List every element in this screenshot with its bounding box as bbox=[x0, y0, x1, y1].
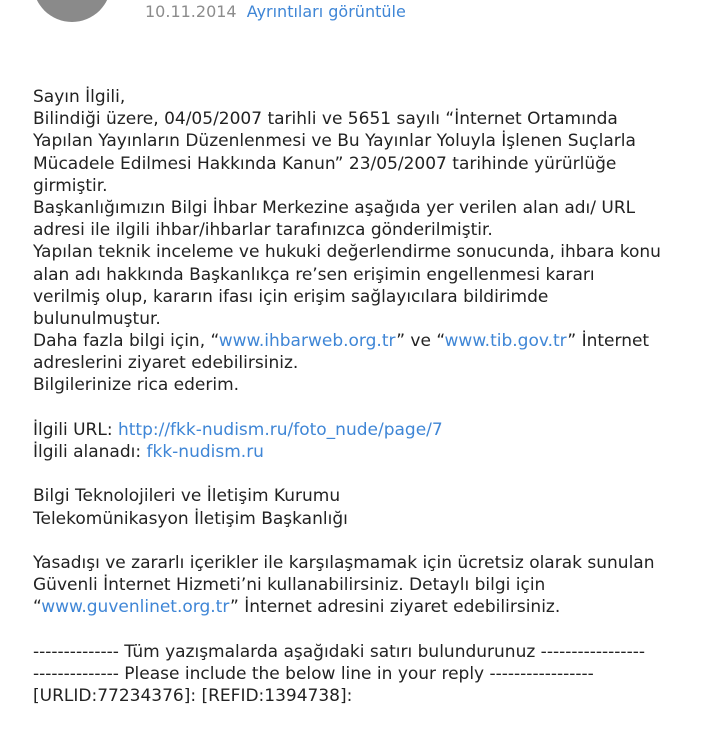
spacer bbox=[33, 619, 703, 641]
closing-text: Bilgilerinize rica ederim. bbox=[33, 375, 240, 396]
paragraph-decision-line: Yapılan teknik inceleme ve hukuki değerlendirme sonucunda, ihbara konu bbox=[33, 242, 661, 263]
message-meta bbox=[145, 1, 406, 23]
related-domain-link[interactable]: fkk-nudism.ru bbox=[146, 442, 264, 462]
signature-line: Telekomünikasyon İletişim Başkanlığı bbox=[33, 508, 348, 529]
paragraph-law-line: Yapılan Yayınların Düzenlenmesi ve Bu Yayınlar Yoluyla İşlenen Suçlarla bbox=[33, 131, 636, 152]
greeting: Sayın İlgili, bbox=[33, 87, 126, 107]
reference-ids: [URLID:77234376]: [REFID:1394738]: bbox=[33, 686, 353, 707]
ihbarweb-link[interactable]: www.ihbarweb.org.tr bbox=[218, 331, 397, 352]
more-info-prefix: Daha fazla bilgi için, “ bbox=[33, 331, 219, 352]
paragraph-law-line: girmiştir. bbox=[33, 175, 108, 196]
paragraph-law-line: Mücadele Edilmesi Hakkında Kanun” 23/05/2007 tarihinde yürürlüğe bbox=[33, 153, 617, 174]
footer-line-en: -------------- Please include the below line in your reply ----------------- bbox=[33, 663, 594, 684]
message-date: 10.11.2014 bbox=[145, 2, 237, 21]
paragraph-decision-line: bulunulmuştur. bbox=[33, 308, 161, 329]
more-info-suffix: ” İnternet bbox=[567, 331, 650, 352]
guvenlinet-link[interactable]: www.guvenlinet.org.tr bbox=[41, 597, 231, 618]
signature-line: Bilgi Teknolojileri ve İletişim Kurumu bbox=[33, 486, 341, 507]
safe-internet-suffix: ” İnternet adresini ziyaret edebilirsiniz. bbox=[230, 597, 561, 618]
sender-avatar[interactable] bbox=[33, 0, 111, 22]
more-info-line bbox=[33, 330, 703, 352]
view-details-link[interactable]: Ayrıntıları görüntüle bbox=[246, 2, 406, 21]
safe-internet-line: Güvenli İnternet Hizmeti’ni kullanabilirsiniz. Detaylı bilgi için bbox=[33, 575, 546, 596]
related-url-link[interactable]: http://fkk-nudism.ru/foto_nude/page/7 bbox=[117, 419, 443, 440]
footer-line-tr: -------------- Tüm yazışmalarda aşağıdaki satırı bulundurunuz ----------------- bbox=[33, 641, 645, 662]
related-url-label: İlgili URL: bbox=[33, 419, 118, 440]
spacer bbox=[33, 530, 703, 552]
safe-internet-line: Yasadışı ve zararlı içerikler ile karşılaşmamak için ücretsiz olarak sunulan bbox=[33, 552, 655, 573]
paragraph-decision-line: alan adı hakkında Başkanlıkça re’sen erişimin engellenmesi kararı bbox=[33, 264, 595, 285]
safe-internet-prefix: “ bbox=[33, 597, 42, 618]
paragraph-report-line: Başkanlığımızın Bilgi İhbar Merkezine aşağıda yer verilen alan adı/ URL bbox=[33, 197, 636, 218]
paragraph-report-line: adresi ile ilgili ihbar/ihbarlar tarafınızca gönderilmiştir. bbox=[33, 220, 493, 241]
spacer bbox=[33, 397, 703, 419]
paragraph-decision-line: verilmiş olup, kararın ifası için erişim sağlayıcılara bildirimde bbox=[33, 286, 549, 307]
message-header bbox=[0, 0, 716, 40]
related-domain-label: İlgili alanadı: bbox=[33, 442, 147, 462]
related-url-line bbox=[33, 419, 703, 441]
safe-internet-link-line bbox=[33, 596, 703, 618]
tib-link[interactable]: www.tib.gov.tr bbox=[444, 331, 568, 352]
message-body bbox=[33, 86, 703, 707]
related-domain-line bbox=[33, 441, 703, 463]
spacer bbox=[33, 463, 703, 485]
more-info-line-2: adreslerini ziyaret edebilirsiniz. bbox=[33, 353, 299, 374]
paragraph-law-line: Bilindiği üzere, 04/05/2007 tarihli ve 5651 sayılı “İnternet Ortamında bbox=[33, 109, 618, 130]
more-info-middle: ” ve “ bbox=[396, 331, 445, 352]
